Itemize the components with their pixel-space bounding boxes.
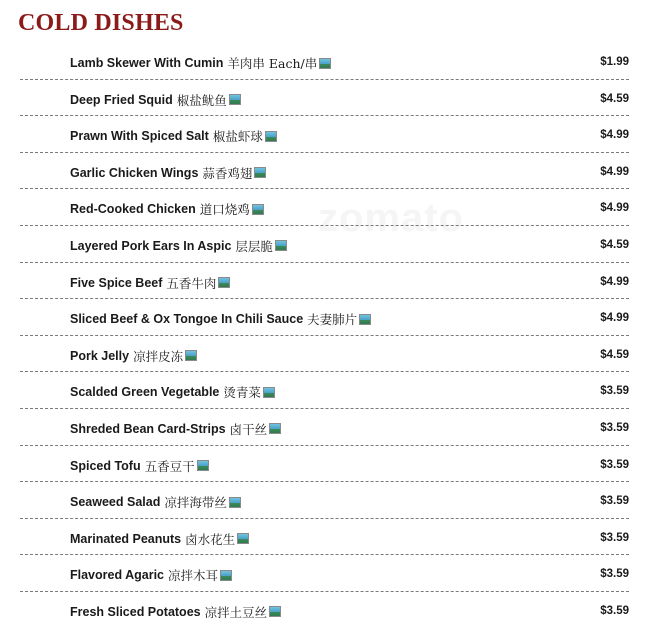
dish-name-group	[70, 164, 266, 182]
photo-icon[interactable]	[359, 314, 371, 325]
menu-item	[20, 555, 629, 592]
menu-item	[20, 372, 629, 409]
dish-name: Red-Cooked Chicken	[70, 202, 196, 217]
dish-price: $1.99	[600, 56, 629, 68]
photo-icon[interactable]	[275, 240, 287, 251]
photo-icon[interactable]	[220, 570, 232, 581]
dish-price: $3.59	[600, 385, 629, 398]
photo-icon[interactable]	[218, 277, 230, 288]
photo-icon[interactable]	[237, 533, 249, 544]
dish-price: $3.59	[600, 568, 629, 581]
photo-icon[interactable]	[254, 167, 266, 178]
menu-item	[20, 299, 629, 336]
dish-chinese-name: 卤水花生	[185, 531, 236, 547]
dish-name: Five Spice Beef	[70, 275, 163, 290]
dish-name-group	[70, 91, 241, 109]
dish-name-group	[70, 310, 371, 328]
photo-icon[interactable]	[185, 350, 197, 361]
menu-item	[20, 482, 629, 519]
photo-icon[interactable]	[229, 497, 241, 508]
dish-chinese-name: 卤干丝	[229, 421, 268, 437]
section-title: COLD DISHES	[18, 10, 184, 36]
menu-list	[0, 43, 650, 629]
dish-name: Sliced Beef & Ox Tongoe In Chili Sauce	[70, 312, 304, 327]
dish-price: $3.59	[600, 531, 629, 544]
photo-icon[interactable]	[252, 204, 264, 215]
menu-item	[20, 43, 629, 80]
dish-name-group	[70, 420, 281, 438]
menu-item	[20, 263, 629, 300]
watermark: zomato	[318, 196, 464, 240]
dish-price: $4.99	[600, 312, 629, 325]
dish-name: Garlic Chicken Wings	[70, 165, 199, 180]
dish-name-group	[70, 200, 264, 218]
menu-item	[20, 519, 629, 556]
dish-name: Seaweed Salad	[70, 495, 161, 510]
menu-item	[20, 80, 629, 117]
menu-item	[20, 116, 629, 153]
dish-price: $3.59	[600, 421, 629, 434]
dish-name: Lamb Skewer With Cumin	[70, 56, 224, 70]
dish-name: Pork Jelly	[70, 348, 130, 363]
dish-price: $3.59	[600, 495, 629, 508]
dish-price: $3.59	[600, 458, 629, 471]
dish-chinese-name: 道口烧鸡	[199, 202, 250, 218]
menu-item	[20, 226, 629, 263]
menu-item	[20, 446, 629, 483]
menu-item	[20, 189, 629, 226]
dish-name-group	[70, 530, 249, 548]
dish-price: $4.99	[600, 202, 629, 215]
dish-name: Marinated Peanuts	[70, 531, 182, 546]
dish-name: Deep Fried Squid	[70, 92, 173, 107]
photo-icon[interactable]	[319, 58, 331, 69]
dish-price: $3.59	[600, 604, 629, 617]
dish-name-group	[70, 603, 281, 621]
dish-chinese-name: 蒜香鸡翅	[202, 165, 253, 181]
photo-icon[interactable]	[197, 460, 209, 471]
dish-chinese-name: 夫妻肺片	[307, 312, 358, 328]
dish-price: $4.99	[600, 275, 629, 288]
dish-chinese-name: 羊肉串 Each/串	[227, 56, 318, 71]
dish-name: Layered Pork Ears In Aspic	[70, 238, 232, 253]
dish-name-group	[70, 237, 287, 255]
dish-name: Flavored Agaric	[70, 568, 165, 583]
dish-chinese-name: 凉拌皮冻	[133, 348, 184, 364]
dish-name: Shreded Bean Card-Strips	[70, 421, 226, 436]
photo-icon[interactable]	[265, 131, 277, 142]
dish-name-group	[70, 54, 331, 72]
dish-chinese-name: 凉拌土豆丝	[204, 604, 268, 620]
dish-name: Spiced Tofu	[70, 458, 141, 473]
photo-icon[interactable]	[269, 606, 281, 617]
dish-price: $4.59	[600, 348, 629, 361]
dish-name-group	[70, 383, 275, 401]
dish-name: Scalded Green Vegetable	[70, 385, 220, 400]
dish-chinese-name: 凉拌木耳	[168, 568, 219, 584]
menu-item	[20, 409, 629, 446]
dish-chinese-name: 凉拌海带丝	[164, 495, 227, 511]
dish-price: $4.99	[600, 165, 629, 178]
dish-price: $4.59	[600, 92, 629, 105]
dish-chinese-name: 五香牛肉	[166, 275, 217, 291]
dish-name: Prawn With Spiced Salt	[70, 129, 209, 144]
dish-chinese-name: 五香豆干	[144, 458, 195, 474]
dish-name: Fresh Sliced Potatoes	[70, 604, 201, 619]
dish-name-group	[70, 347, 197, 365]
dish-chinese-name: 层层脆	[235, 238, 273, 254]
dish-price: $4.99	[600, 129, 629, 142]
dish-name-group	[70, 457, 209, 475]
dish-name-group	[70, 566, 232, 584]
menu-item	[20, 153, 629, 190]
menu-item	[20, 336, 629, 373]
menu-item	[20, 592, 629, 629]
dish-chinese-name: 椒盐鱿鱼	[176, 92, 227, 108]
photo-icon[interactable]	[263, 387, 275, 398]
dish-name-group	[70, 493, 241, 511]
dish-chinese-name: 烫青菜	[223, 385, 261, 401]
photo-icon[interactable]	[229, 94, 241, 105]
dish-name-group	[70, 274, 230, 292]
photo-icon[interactable]	[269, 423, 281, 434]
dish-name-group	[70, 127, 277, 145]
dish-chinese-name: 椒盐虾球	[212, 129, 263, 145]
dish-price: $4.59	[600, 238, 629, 251]
